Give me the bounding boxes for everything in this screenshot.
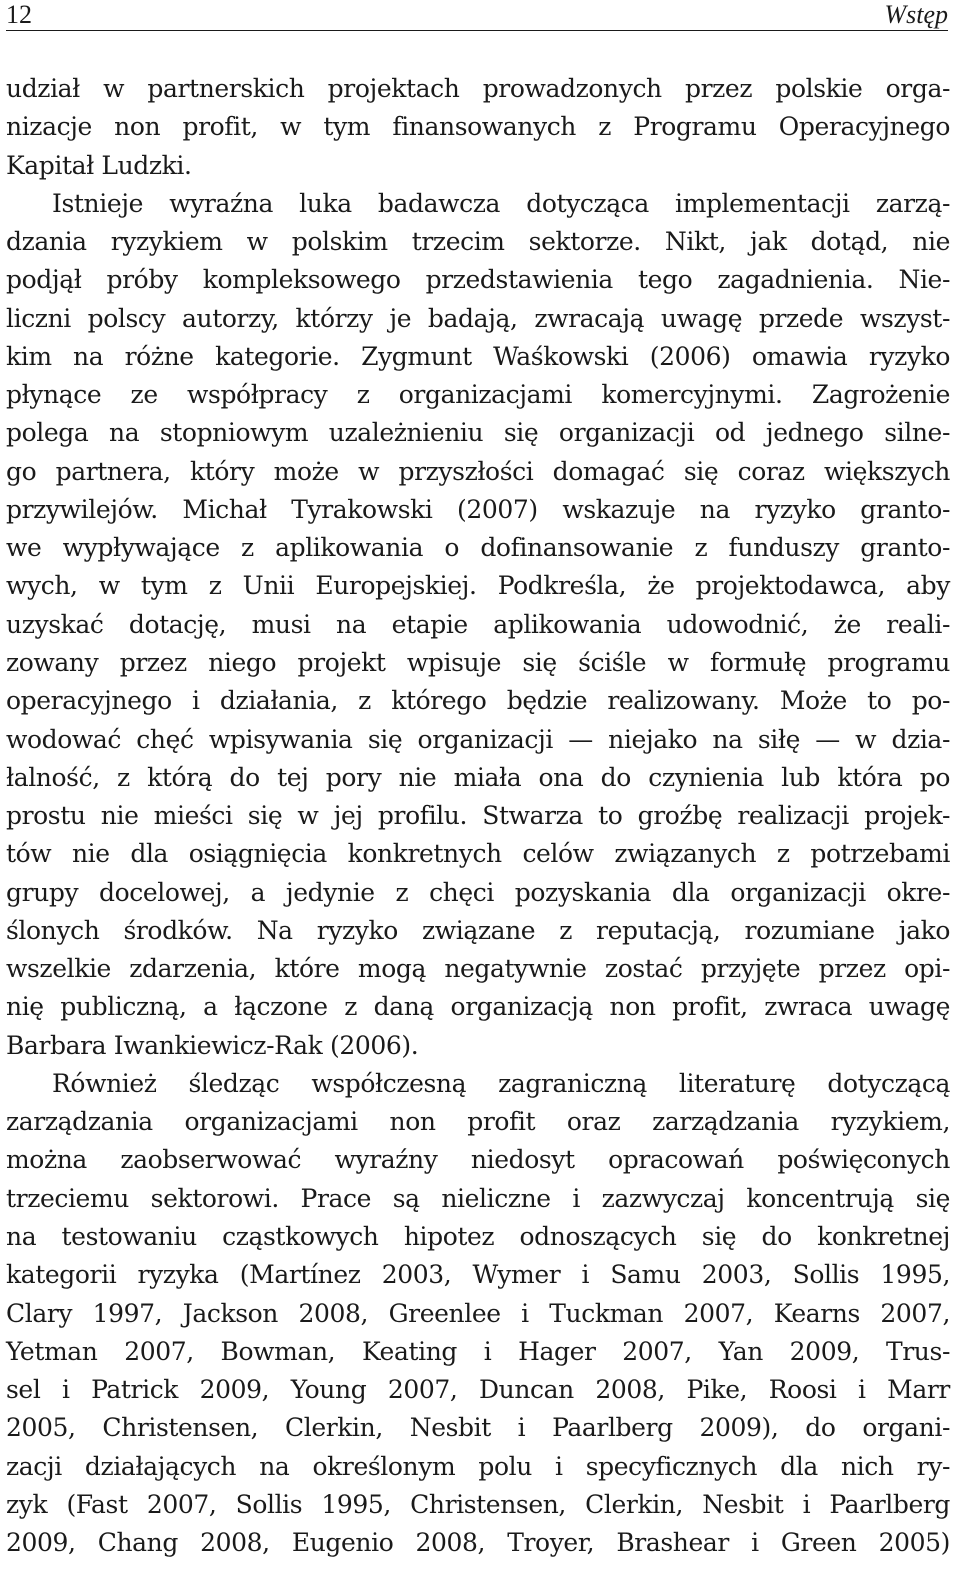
text-line: trzeciemu sektorowi. Prace są nieliczne i zazwyczaj koncentrują się bbox=[6, 1183, 950, 1213]
text-line: we wypływające z aplikowania o dofinansowanie z funduszy granto- bbox=[6, 533, 950, 563]
running-head bbox=[6, 0, 948, 31]
text-line: go partnera, który może w przyszłości domagać się coraz większych bbox=[6, 456, 950, 486]
section-title: Wstęp bbox=[884, 0, 948, 29]
text-line: Yetman 2007, Bowman, Keating i Hager 2007, Yan 2009, Trus- bbox=[6, 1336, 950, 1366]
text-line: łalność, z którą do tej pory nie miała ona do czynienia lub która po bbox=[6, 762, 950, 792]
text-line: liczni polscy autorzy, którzy je badają, zwracają uwagę przede wszyst- bbox=[6, 303, 950, 333]
text-line: udział w partnerskich projektach prowadzonych przez polskie orga- bbox=[6, 74, 950, 103]
body-text bbox=[6, 70, 950, 1562]
text-line: prostu nie mieści się w jej profilu. Stwarza to groźbę realizacji projek- bbox=[6, 801, 950, 831]
text-line: zowany przez niego projekt wpisuje się ściśle w formułę programu bbox=[6, 647, 950, 677]
text-line: Kapitał Ludzki. bbox=[6, 150, 192, 180]
text-line: zacji działających na określonym polu i specyficznych dla nich ry- bbox=[6, 1451, 950, 1481]
text-line: uzyskać dotację, musi na etapie aplikowania udowodnić, że reali- bbox=[6, 609, 950, 639]
text-line: grupy docelowej, a jedynie z chęci pozyskania dla organizacji okre- bbox=[6, 877, 950, 907]
text-line: polega na stopniowym uzależnieniu się organizacji od jednego silne- bbox=[6, 418, 950, 448]
paragraph-first-line: Również śledząc współczesną zagraniczną literaturę dotyczącą bbox=[52, 1068, 950, 1098]
text-line: podjął próby kompleksowego przedstawienia tego zagadnienia. Nie- bbox=[6, 265, 950, 295]
text-line: ślonych środków. Na ryzyko związane z reputacją, rozumiane jako bbox=[6, 915, 950, 945]
text-line: dzania ryzykiem w polskim trzecim sektorze. Nikt, jak dotąd, nie bbox=[6, 227, 950, 257]
text-line: tów nie dla osiągnięcia konkretnych celów związanych z potrzebami bbox=[6, 839, 950, 869]
text-line: kategorii ryzyka (Martínez 2003, Wymer i Samu 2003, Sollis 1995, bbox=[6, 1260, 950, 1290]
paragraph-first-line: Istnieje wyraźna luka badawcza dotycząca implementacji zarzą- bbox=[52, 188, 950, 218]
text-line: Barbara Iwankiewicz-Rak (2006). bbox=[6, 1030, 419, 1060]
text-line: Clary 1997, Jackson 2008, Greenlee i Tuckman 2007, Kearns 2007, bbox=[6, 1298, 950, 1328]
text-line: wszelkie zdarzenia, które mogą negatywnie zostać przyjęte przez opi- bbox=[6, 954, 950, 984]
text-line: 2009, Chang 2008, Eugenio 2008, Troyer, Brashear i Green 2005) bbox=[6, 1528, 950, 1558]
text-line: nizacje non profit, w tym finansowanych z Programu Operacyjnego bbox=[6, 112, 950, 142]
page-number: 12 bbox=[6, 0, 32, 29]
text-line: na testowaniu cząstkowych hipotez odnoszących się do konkretnej bbox=[6, 1221, 950, 1251]
text-line: można zaobserwować wyraźny niedosyt opracowań poświęconych bbox=[6, 1145, 950, 1175]
text-line: sel i Patrick 2009, Young 2007, Duncan 2008, Pike, Roosi i Marr bbox=[6, 1375, 950, 1405]
text-line: zarządzania organizacjami non profit oraz zarządzania ryzykiem, bbox=[6, 1107, 950, 1137]
text-line: operacyjnego i działania, z którego będzie realizowany. Może to po- bbox=[6, 686, 950, 716]
text-line: przywilejów. Michał Tyrakowski (2007) wskazuje na ryzyko granto- bbox=[6, 494, 950, 524]
text-line: 2005, Christensen, Clerkin, Nesbit i Paarlberg 2009), do organi- bbox=[6, 1413, 950, 1443]
text-line: nię publiczną, a łączone z daną organizacją non profit, zwraca uwagę bbox=[6, 992, 950, 1022]
text-line: zyk (Fast 2007, Sollis 1995, Christensen, Clerkin, Nesbit i Paarlberg bbox=[6, 1489, 950, 1519]
text-line: wodować chęć wpisywania się organizacji — niejako na siłę — w dzia- bbox=[6, 724, 950, 754]
text-line: wych, w tym z Unii Europejskiej. Podkreśla, że projektodawca, aby bbox=[6, 571, 950, 601]
text-line: płynące ze współpracy z organizacjami komercyjnymi. Zagrożenie bbox=[6, 380, 950, 410]
text-line: kim na różne kategorie. Zygmunt Waśkowski (2006) omawia ryzyko bbox=[6, 341, 950, 371]
